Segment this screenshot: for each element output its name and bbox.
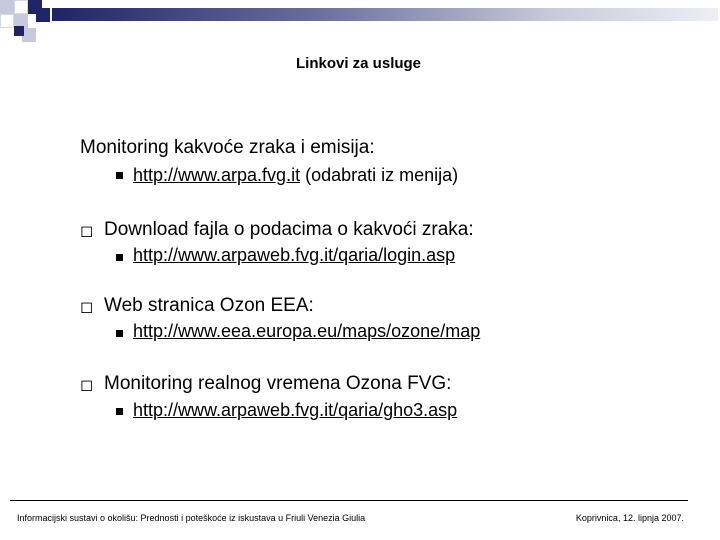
- decor-square: [14, 0, 28, 14]
- slide-title: Linkovi za usluge: [296, 55, 422, 72]
- link-arpa[interactable]: http://www.arpa.fvg.it: [133, 165, 301, 185]
- hollow-square-bullet-icon: ◻: [80, 377, 94, 394]
- item-text: Web stranica Ozon EEA:: [104, 295, 314, 316]
- decor-square: [14, 26, 24, 36]
- decor-square: [36, 8, 50, 22]
- decor-square: [0, 14, 14, 28]
- decor-square: [22, 28, 36, 42]
- intro-text: Monitoring kakvoće zraka i emisija:: [80, 137, 375, 158]
- link-qaria-gho3[interactable]: http://www.arpaweb.fvg.it/qaria/gho3.asp: [133, 400, 458, 420]
- square-bullet-icon: [116, 408, 123, 415]
- hollow-square-bullet-icon: ◻: [80, 223, 94, 240]
- link-eea-ozone[interactable]: http://www.eea.europa.eu/maps/ozone/map: [133, 321, 481, 341]
- square-bullet-icon: [116, 330, 123, 337]
- item-link: [133, 245, 455, 266]
- item-link: [133, 400, 457, 421]
- hollow-square-bullet-icon: ◻: [80, 299, 94, 316]
- link-qaria-login[interactable]: http://www.arpaweb.fvg.it/qaria/login.asp: [133, 245, 456, 265]
- square-bullet-icon: [116, 172, 123, 179]
- header-gradient-bar: [52, 8, 718, 21]
- square-bullet-icon: [116, 254, 123, 261]
- item-link: [133, 321, 480, 342]
- intro-sub-item: [133, 165, 458, 186]
- footer-divider: [10, 500, 688, 501]
- intro-sub-tail: (odabrati iz menija): [300, 165, 459, 185]
- item-text: Download fajla o podacima o kakvoći zraka:: [104, 219, 474, 240]
- footer-left: Informacijski sustavi o okolišu: Prednosti i poteškoće iz iskustava u Friuli Venezia Giulia: [17, 513, 366, 523]
- footer-right: Koprivnica, 12. lipnja 2007.: [575, 513, 684, 523]
- item-text: Monitoring realnog vremena Ozona FVG:: [104, 373, 452, 394]
- decor-square: [0, 0, 14, 14]
